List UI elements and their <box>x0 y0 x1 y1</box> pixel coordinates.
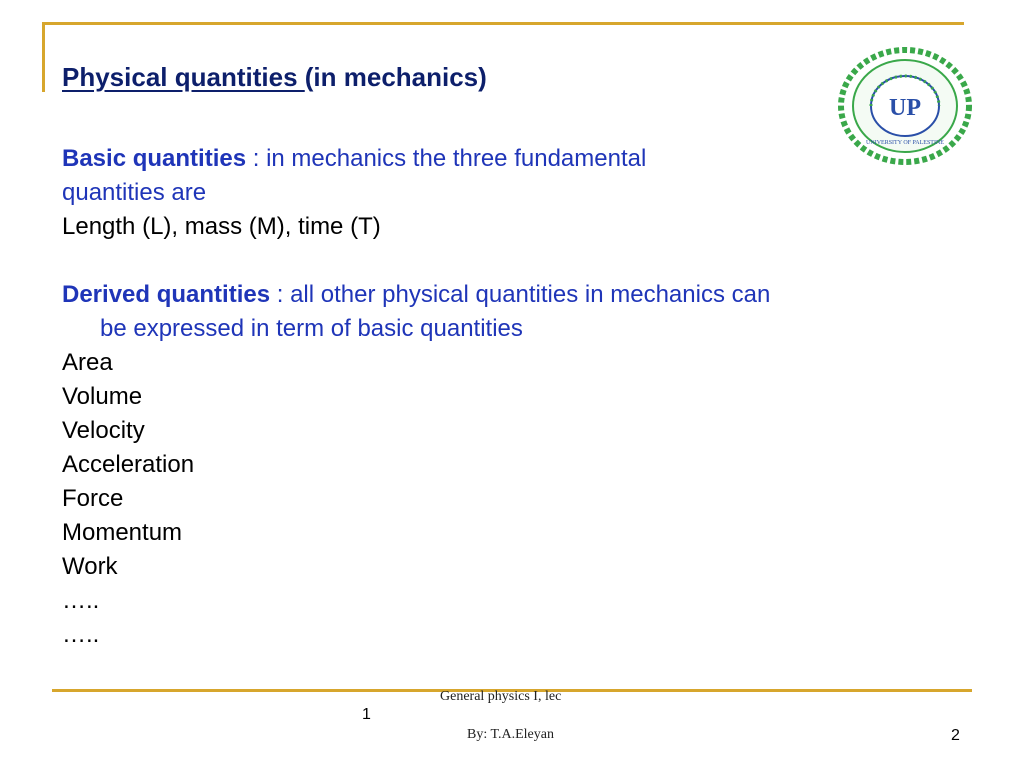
slide-title <box>62 62 487 93</box>
derived-item: ….. <box>62 621 100 648</box>
page-number: 2 <box>951 727 960 744</box>
basic-list: Length (L), mass (M), time (T) <box>62 213 381 240</box>
top-border-line <box>42 22 964 25</box>
slide-body <box>62 142 922 652</box>
derived-def-2: be expressed in term of basic quantities <box>100 315 523 342</box>
derived-item: ….. <box>62 587 100 614</box>
footer-course: General physics I, lec <box>440 689 562 704</box>
spacer <box>62 244 922 278</box>
basic-term: Basic quantities <box>62 145 247 172</box>
derived-item: Force <box>62 485 124 512</box>
derived-item: Area <box>62 349 113 376</box>
derived-def-1: : all other physical quantities in mechanics can <box>270 281 771 308</box>
derived-term: Derived quantities <box>62 281 271 308</box>
footer-left-number: 1 <box>362 706 371 723</box>
derived-item: Momentum <box>62 519 183 546</box>
logo-ring-text: UNIVERSITY OF PALESTINE <box>866 140 944 146</box>
basic-def-1: : in mechanics the three fundamental <box>246 145 647 172</box>
left-border-line <box>42 22 45 92</box>
title-underlined: Physical quantities <box>62 62 305 92</box>
logo-text: UP <box>889 95 921 121</box>
derived-item: Velocity <box>62 417 145 444</box>
basic-definition-line1 <box>62 142 922 176</box>
basic-def-2: quantities are <box>62 179 207 206</box>
derived-definition-line1 <box>62 278 922 312</box>
footer-author: By: T.A.Eleyan <box>467 727 554 742</box>
title-rest: (in mechanics) <box>304 62 487 92</box>
derived-item: Volume <box>62 383 143 410</box>
derived-item: Work <box>62 553 118 580</box>
derived-item: Acceleration <box>62 451 195 478</box>
